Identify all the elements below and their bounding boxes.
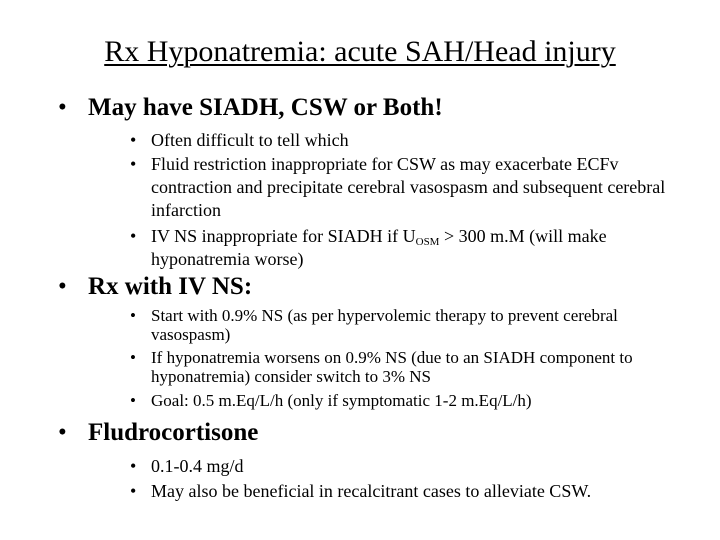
sub-bullet-text: Goal: 0.5 m.Eq/L/h (only if symptomatic 1-2 m.Eq/L/h) xyxy=(151,391,532,410)
sub-bullet-text: May also be beneficial in recalcitrant cases to alleviate CSW. xyxy=(151,481,592,501)
bullet-fludrocortisone xyxy=(58,418,258,448)
sub-bullet-text xyxy=(151,225,690,271)
bullet-heading: Rx with IV NS: xyxy=(88,273,253,300)
sub-bullet-text: Start with 0.9% NS (as per hypervolemic therapy to prevent cerebral vasospasm) xyxy=(151,306,618,344)
bullet-rx-iv-ns xyxy=(58,272,252,302)
bullet-marker: • xyxy=(58,419,67,446)
sub-bullet-text: Fluid restriction inappropriate for CSW as may exacerbate ECFv contraction and precipitate cerebral vasospasm and subsequent cerebral infarction xyxy=(151,154,666,220)
sub-bullet-text: 0.1-0.4 mg/d xyxy=(151,456,244,476)
bullet-heading: May have SIADH, CSW or Both! xyxy=(88,94,443,121)
bullet-marker: • xyxy=(130,481,137,501)
bullet-marker: • xyxy=(130,391,136,410)
bullet-marker: • xyxy=(130,130,137,150)
subscript-osm: OSM xyxy=(415,236,440,248)
text-part: IV NS inappropriate for SIADH if U xyxy=(151,226,416,246)
bullet-heading: Fludrocortisone xyxy=(88,419,259,446)
bullet-marker: • xyxy=(130,348,136,367)
sub-bullet xyxy=(130,129,690,152)
bullet-marker: • xyxy=(58,273,67,300)
bullet-marker: • xyxy=(130,226,137,246)
bullet-marker: • xyxy=(58,94,67,121)
sub-bullet xyxy=(130,480,690,503)
text-part: > 300 m.M (will make hyponatremia worse) xyxy=(151,226,607,269)
bullet-marker: • xyxy=(130,306,136,325)
sub-bullet xyxy=(130,391,690,410)
bullet-marker: • xyxy=(130,456,137,476)
bullet-marker: • xyxy=(130,154,137,174)
sub-bullet xyxy=(130,225,690,271)
slide-title: Rx Hyponatremia: acute SAH/Head injury xyxy=(104,35,616,68)
sub-bullet-text: If hyponatremia worsens on 0.9% NS (due to an SIADH component to hyponatremia) consider switch to 3% NS xyxy=(151,348,633,386)
sub-bullet xyxy=(130,153,690,222)
sub-bullet xyxy=(130,348,690,386)
sub-bullet xyxy=(130,306,690,344)
sub-bullet-text: Often difficult to tell which xyxy=(151,130,349,150)
bullet-siadh-csw xyxy=(58,93,443,123)
sub-bullet xyxy=(130,455,690,478)
